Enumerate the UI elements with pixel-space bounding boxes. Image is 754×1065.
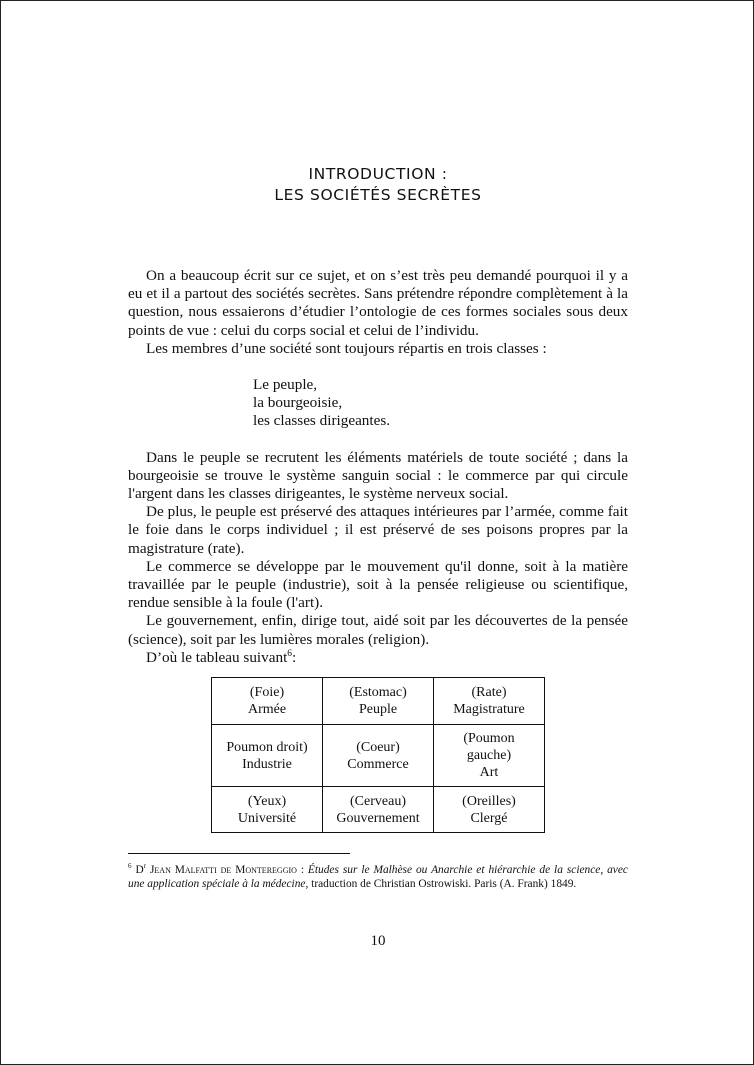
footnote-author: Jean Malfatti de Montereggio	[149, 864, 297, 876]
cell-top: (Oreilles)	[462, 793, 516, 809]
class-item: les classes dirigeantes.	[253, 412, 391, 430]
table-cell	[434, 787, 545, 833]
chapter-title-line1: INTRODUCTION :	[308, 165, 448, 183]
cell-bottom: Clergé	[470, 810, 508, 826]
cell-bottom: Université	[237, 810, 297, 826]
paragraph-end: :	[292, 648, 297, 666]
table-cell	[434, 678, 545, 725]
cell-bottom: Art	[479, 765, 499, 781]
paragraph: Les membres d’une société sont toujours répartis en trois classes :	[146, 339, 547, 357]
footnote-dr: D	[135, 864, 144, 876]
paragraph: Le gouvernement, enfin, dirige tout, aidé soit par les découvertes de la pensée (science), soit par les lumières morales (religion).	[128, 612, 628, 648]
table-cell	[212, 678, 323, 725]
paragraph: Dans le peuple se recrutent les éléments matériels de toute société ; dans la bourgeoisie se trouve le système sanguin social : le commerce par qui circule l'argent dans les classes dirigeantes, le système nerveux social.	[128, 448, 628, 503]
table-row	[212, 678, 545, 725]
table-cell	[434, 725, 545, 787]
correspondence-table	[211, 677, 545, 833]
footnote-ref[interactable]: 6	[287, 648, 292, 659]
cell-top: (Coeur)	[356, 739, 400, 755]
cell-top: (Rate)	[471, 685, 507, 701]
body-text	[128, 267, 628, 833]
table-cell	[212, 725, 323, 787]
cell-top: (Poumon gauche)	[463, 731, 515, 764]
footnote-dr-sup: r	[143, 862, 147, 871]
cell-bottom: Industrie	[242, 756, 292, 772]
cell-top: (Foie)	[249, 685, 285, 701]
cell-top: (Estomac)	[349, 685, 407, 701]
table-cell	[323, 725, 434, 787]
table-row	[212, 725, 545, 787]
paragraph: De plus, le peuple est préservé des attaques intérieures par l’armée, comme fait le foie dans le corps individuel ; il est préservé de ses poisons propres par la magistrature (rate).	[128, 503, 628, 557]
footnote-rest: , traduction de Christian Ostrowiski. Paris (A. Frank) 1849.	[305, 878, 577, 891]
cell-bottom: Magistrature	[453, 702, 525, 718]
table-cell	[323, 787, 434, 833]
paragraph-text: D’où le tableau suivant	[146, 648, 288, 666]
cell-bottom: Armée	[247, 702, 287, 718]
class-item: la bourgeoisie,	[253, 394, 343, 412]
classes-list	[253, 376, 628, 431]
paragraph: On a beaucoup écrit sur ce sujet, et on s’est très peu demandé pourquoi il y a eu et il a partout des sociétés secrètes. Sans prétendre répondre complètement à la question, nous essaierons d’étudier l’ontologie de ces formes sociales sous deux points de vue : celui du corps social et celui de l’individu.	[128, 267, 628, 339]
table-cell	[212, 787, 323, 833]
paragraph: Le commerce se développe par le mouvement qu'il donne, soit à la matière travaillée par le peuple (industrie), soit à la pensée religieuse ou scientifique, rendue sensible à la foule (l'art).	[128, 557, 628, 612]
footnote-number: 6	[128, 862, 132, 871]
cell-top: (Cerveau)	[350, 793, 406, 809]
cell-top: Poumon droit)	[226, 739, 308, 755]
cell-top: (Yeux)	[247, 793, 287, 809]
chapter-title-line2: LES SOCIÉTÉS SECRÈTES	[274, 186, 482, 204]
footnote	[128, 863, 628, 892]
class-item: Le peuple,	[253, 376, 318, 394]
cell-bottom: Peuple	[358, 702, 398, 718]
footnote-sep: :	[296, 864, 308, 876]
footnote-divider	[128, 853, 350, 854]
table-row	[212, 787, 545, 833]
cell-bottom: Commerce	[347, 756, 409, 772]
cell-bottom: Gouvernement	[336, 810, 420, 826]
footnote-title: Études sur le Malhèse ou Anarchie et hiérarchie de la science, avec une application spéciale à la médecine	[128, 864, 628, 891]
page-number: 10	[370, 933, 386, 949]
chapter-title	[1, 164, 754, 206]
table-cell	[323, 678, 434, 725]
paragraph	[128, 649, 628, 667]
